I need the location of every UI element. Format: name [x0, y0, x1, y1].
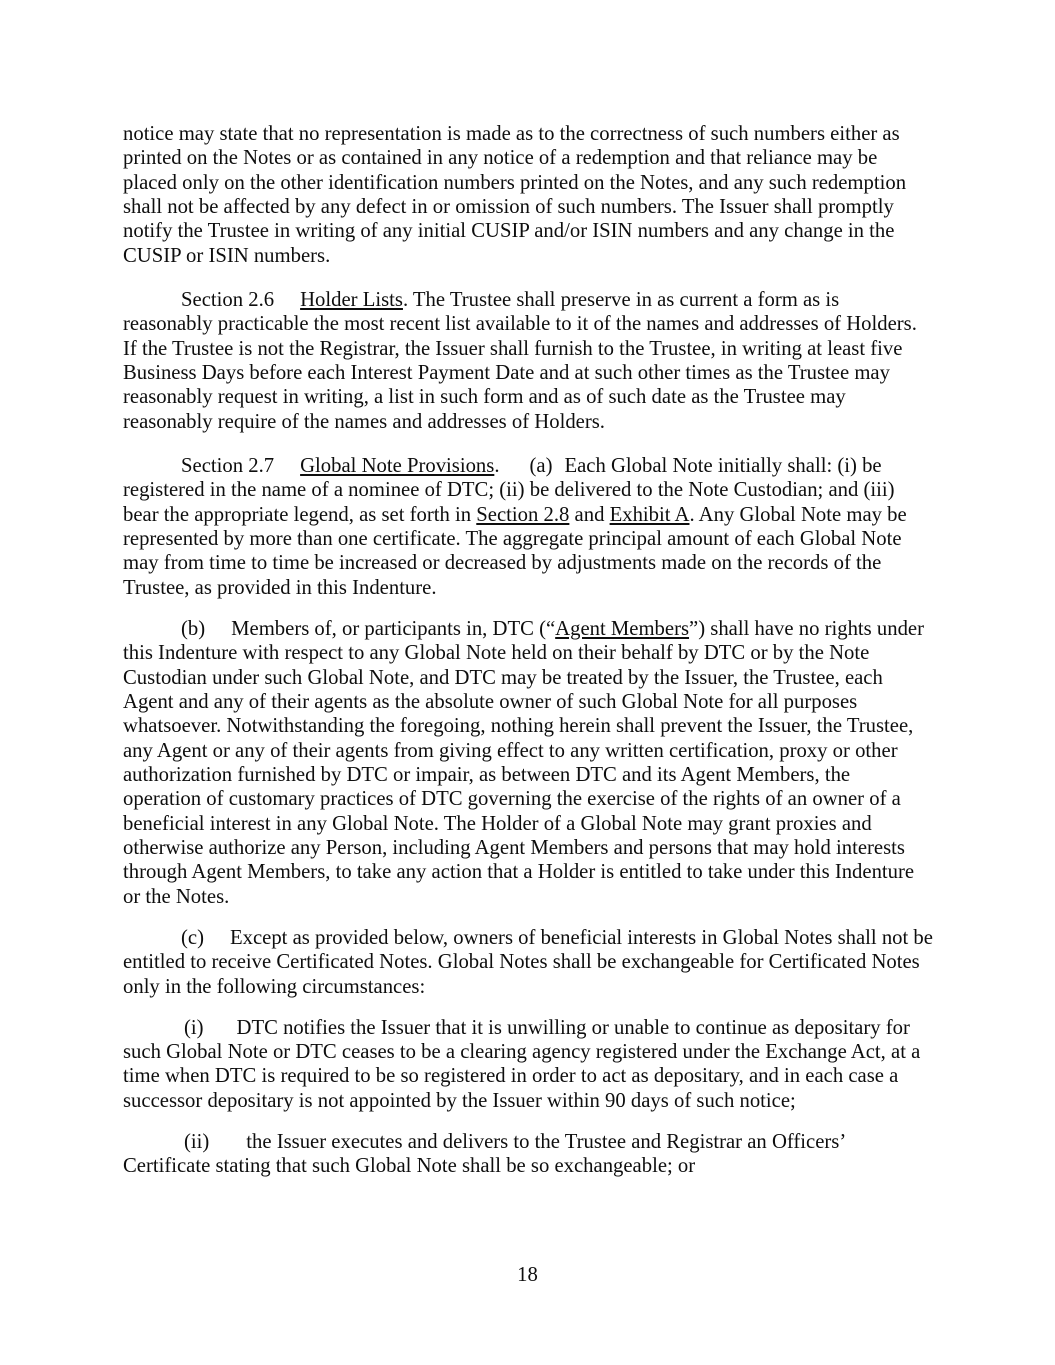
clause-c-item-ii — [123, 1130, 933, 1179]
item-i-text: DTC notifies the Issuer that it is unwilling or unable to continue as depositary for such Global Note or DTC ceases to be a clearing agency registered under the Exchange Act, at a time when DTC is required to be so registered in order to act as depositary, and in each case a successor depositary is not appointed by the Issuer within 90 days of such notice; — [123, 1016, 921, 1112]
section-2-6-paragraph — [123, 288, 933, 434]
clause-a-mid-text: and — [569, 503, 610, 526]
item-ii-text: the Issuer executes and delivers to the Trustee and Registrar an Officers’ Certificate stating that such Global Note shall be so exchangeable; or — [123, 1131, 845, 1178]
agent-members-defined-term: Agent Members — [555, 617, 690, 640]
section-2-6-heading: Holder Lists — [300, 288, 403, 311]
clause-a-label: (a) — [529, 454, 553, 477]
clause-c-label: (c) — [181, 926, 204, 949]
clause-a-body-after-refs: . Any Global Note may be represented by more than one certificate. The aggregate principal amount of each Global Note may from time to time be increased or decreased by adjustments made on the records of the Trustee, as provided in this Indenture. — [123, 503, 907, 599]
clause-b-paragraph — [123, 617, 933, 909]
clause-a-body-before-refs: Each Global Note initially shall: (i) be registered in the name of a nominee of DTC; (ii) be delivered to the Note Custodian; and (iii) bear the appropriate legend, as set forth in — [123, 454, 895, 526]
item-i-label: (i) — [184, 1016, 204, 1039]
section-2-7-paragraph — [123, 454, 933, 600]
section-2-6-label: Section 2.6 — [181, 288, 275, 311]
paragraph-cusip-continuation — [123, 122, 933, 268]
exhibit-a-reference: Exhibit A — [609, 503, 690, 526]
clause-b-text-before-term: Members of, or participants in, DTC (“ — [231, 617, 556, 640]
section-2-7-label: Section 2.7 — [181, 454, 275, 477]
clause-c-item-i — [123, 1016, 933, 1113]
paragraph-cusip-continuation-text: notice may state that no representation is made as to the correctness of such numbers either as printed on the Notes or as contained in any notice of a redemption and that reliance may be placed only on the other identification numbers printed on the Notes, and any such redemption shall not be affected by any defect in or omission of such numbers. The Issuer shall promptly notify the Trustee in writing of any initial CUSIP and/or ISIN numbers and any change in the CUSIP or ISIN numbers. — [123, 123, 907, 267]
clause-b-label: (b) — [181, 617, 206, 640]
section-2-7-heading: Global Note Provisions — [300, 454, 495, 477]
item-ii-label: (ii) — [184, 1131, 210, 1154]
clause-b-text-after-term: ”) shall have no rights under this Indenture with respect to any Global Note held on their behalf by DTC or by the Note Custodian under such Global Note, and DTC may be treated by the Issuer, the Trustee, each Agent and any of their agents as the absolute owner of such Global Note for all purposes whatsoever. Notwithstanding the foregoing, nothing herein shall prevent the Issuer, the Trustee, any Agent or any of their agents from giving effect to any written certification, proxy or other authorization furnished by DTC or impair, as between DTC and its Agent Members, the operation of customary practices of DTC governing the exercise of the rights of an owner of a beneficial interest in any Global Note. The Holder of a Global Note may grant proxies and otherwise authorize any Person, including Agent Members and persons that may hold interests through Agent Members, to take any action that a Holder is entitled to take under this Indenture or the Notes. — [123, 617, 924, 908]
section-2-7-heading-period: . — [494, 454, 500, 477]
section-2-6-body: . The Trustee shall preserve in as current a form as is reasonably practicable the most recent list available to it of the names and addresses of Holders. If the Trustee is not the Registrar, the Issuer shall furnish to the Trustee, in writing at least five Business Days before each Interest Payment Date and at such other times as the Trustee may reasonably request in writing, a list in such form and as of such date as the Trustee may reasonably require of the names and addresses of Holders. — [123, 288, 917, 433]
section-2-8-reference: Section 2.8 — [476, 503, 570, 526]
clause-c-text: Except as provided below, owners of beneficial interests in Global Notes shall not be entitled to receive Certificated Notes. Global Notes shall be exchangeable for Certificated Notes only in the following circumstances: — [123, 926, 933, 998]
page-number: 18 — [517, 1264, 538, 1286]
clause-c-paragraph — [123, 926, 933, 999]
